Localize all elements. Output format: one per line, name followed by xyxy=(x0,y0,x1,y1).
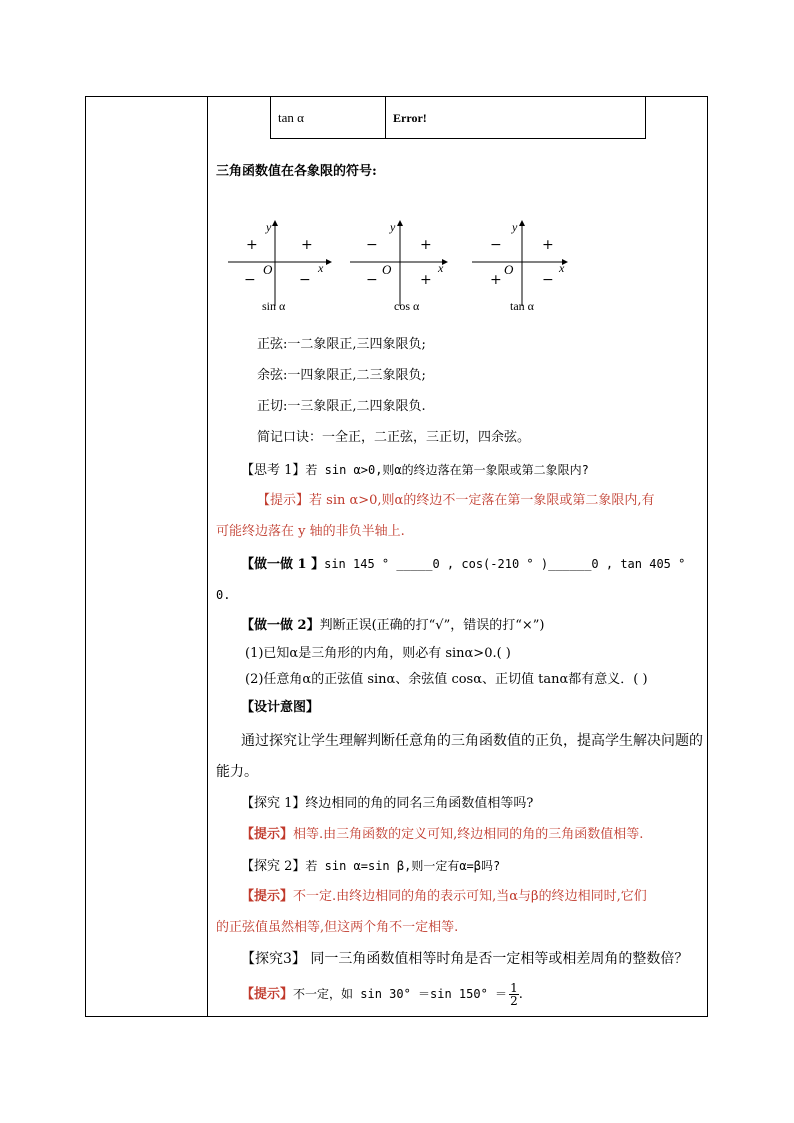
do-2-text: 判断正误(正确的打“√”，错误的打“×”) xyxy=(319,618,545,633)
hint-1-line-2: 可能终边落在 y 轴的非负半轴上. xyxy=(216,524,405,539)
diagram-caption: tan α xyxy=(510,299,534,313)
hint-4-text: 不一定，如 sin 30° ＝sin 150° ＝ xyxy=(293,987,508,1001)
do-1-tag: 【做一做 1 】 xyxy=(241,557,325,572)
hint-2 xyxy=(241,826,643,844)
q2-sign: − xyxy=(490,237,502,253)
y-axis-label: y xyxy=(512,220,518,234)
fraction-one-half xyxy=(509,982,519,1007)
explore-3-tag: 【探究3】 xyxy=(241,951,306,967)
explore-2-tag: 【探究 2】 xyxy=(241,859,306,874)
explore-2 xyxy=(241,857,500,876)
cell-divider xyxy=(385,97,386,138)
q1-sign: + xyxy=(301,237,313,253)
hint-4 xyxy=(241,982,523,1014)
do-1-text: sin 145 ° _____0 , cos(-210 ° )______0 , tan 405 ° xyxy=(324,557,686,571)
q4-sign: + xyxy=(420,272,432,288)
q4-sign: − xyxy=(299,272,311,288)
explore-1 xyxy=(241,795,533,813)
hint-2-tag: 【提示】 xyxy=(241,827,294,842)
diagram-caption: sin α xyxy=(262,299,286,313)
trig-table-row xyxy=(270,97,646,139)
think-1-text: 若 sin α>0,则α的终边落在第一象限或第二象限内? xyxy=(305,463,589,477)
tangent-rule: 正切:一三象限正,二四象限负. xyxy=(257,399,426,414)
origin-label: O xyxy=(263,262,273,277)
row-label: tan α xyxy=(278,110,304,125)
do-1-line-2: 0. xyxy=(216,588,231,602)
x-axis-label: x xyxy=(438,261,444,275)
fraction-numerator: 1 xyxy=(510,981,518,995)
do-2-item-2: (2)任意角α的正弦值 sinα、余弦值 cosα、正切值 tanα都有意义．( ) xyxy=(245,672,648,687)
y-axis-label: y xyxy=(266,220,272,234)
cos-sign-diagram xyxy=(348,218,458,313)
q2-sign: − xyxy=(366,237,378,253)
sine-rule: 正弦:一二象限正,三四象限负; xyxy=(257,337,426,352)
explore-2-text: 若 sin α=sin β,则一定有α=β吗? xyxy=(305,859,501,873)
hint-4-end: . xyxy=(518,987,523,1002)
mnemonic: 简记口诀：一全正，二正弦，三正切，四余弦。 xyxy=(257,430,531,445)
origin-label: O xyxy=(504,262,514,277)
origin-label: O xyxy=(382,262,392,277)
explore-3-text: 同一三角函数值相等时角是否一定相等或相差周角的整数倍？ xyxy=(305,951,689,967)
do-2 xyxy=(241,617,544,635)
explore-3 xyxy=(241,950,688,968)
explore-1-tag: 【探究 1】 xyxy=(241,796,306,811)
q4-sign: − xyxy=(542,272,554,288)
q1-sign: + xyxy=(542,237,554,253)
row-value: Error! xyxy=(393,111,427,125)
do-1 xyxy=(241,555,685,574)
q3-sign: + xyxy=(490,272,502,288)
think-1-tag: 【思考 1】 xyxy=(241,463,306,478)
q2-sign: + xyxy=(246,237,258,253)
hint-1-text: 若 sin α>0,则α的终边不一定落在第一象限或第二象限内,有 xyxy=(309,493,655,508)
column-divider xyxy=(207,96,208,1017)
hint-3-tag: 【提示】 xyxy=(241,889,294,904)
hint-1-line-1 xyxy=(257,492,654,510)
cosine-rule: 余弦:一四象限正,二三象限负; xyxy=(257,368,426,383)
hint-3-line-2: 的正弦值虽然相等,但这两个角不一定相等. xyxy=(216,920,459,935)
think-1 xyxy=(241,461,589,480)
q3-sign: − xyxy=(244,272,256,288)
y-axis-label: y xyxy=(390,220,396,234)
design-line-2: 能力。 xyxy=(216,764,258,780)
q1-sign: + xyxy=(420,237,432,253)
fraction-denominator: 2 xyxy=(510,994,518,1008)
x-axis-label: x xyxy=(559,261,565,275)
hint-3 xyxy=(241,888,647,906)
hint-4-tag: 【提示】 xyxy=(241,987,294,1002)
explore-1-text: 终边相同的角的同名三角函数值相等吗? xyxy=(305,796,534,811)
design-line-1: 通过探究让学生理解判断任意角的三角函数值的正负，提高学生解决问题的 xyxy=(241,733,703,749)
sin-sign-diagram xyxy=(226,218,336,313)
tan-sign-diagram xyxy=(470,218,580,313)
q3-sign: − xyxy=(366,272,378,288)
hint-1-tag: 【提示】 xyxy=(257,493,310,508)
hint-2-text: 相等.由三角函数的定义可知,终边相同的角的三角函数值相等. xyxy=(293,827,644,842)
do-2-item-1: (1)已知α是三角形的内角，则必有 sinα>0.( ) xyxy=(245,646,511,661)
hint-3-text: 不一定.由终边相同的角的表示可知,当α与β的终边相同时,它们 xyxy=(293,889,647,904)
signs-heading: 三角函数值在各象限的符号: xyxy=(216,164,377,179)
x-axis-label: x xyxy=(318,261,324,275)
do-2-tag: 【做一做 2】 xyxy=(241,618,320,633)
diagram-caption: cos α xyxy=(394,299,420,313)
design-heading: 【设计意图】 xyxy=(241,700,320,715)
